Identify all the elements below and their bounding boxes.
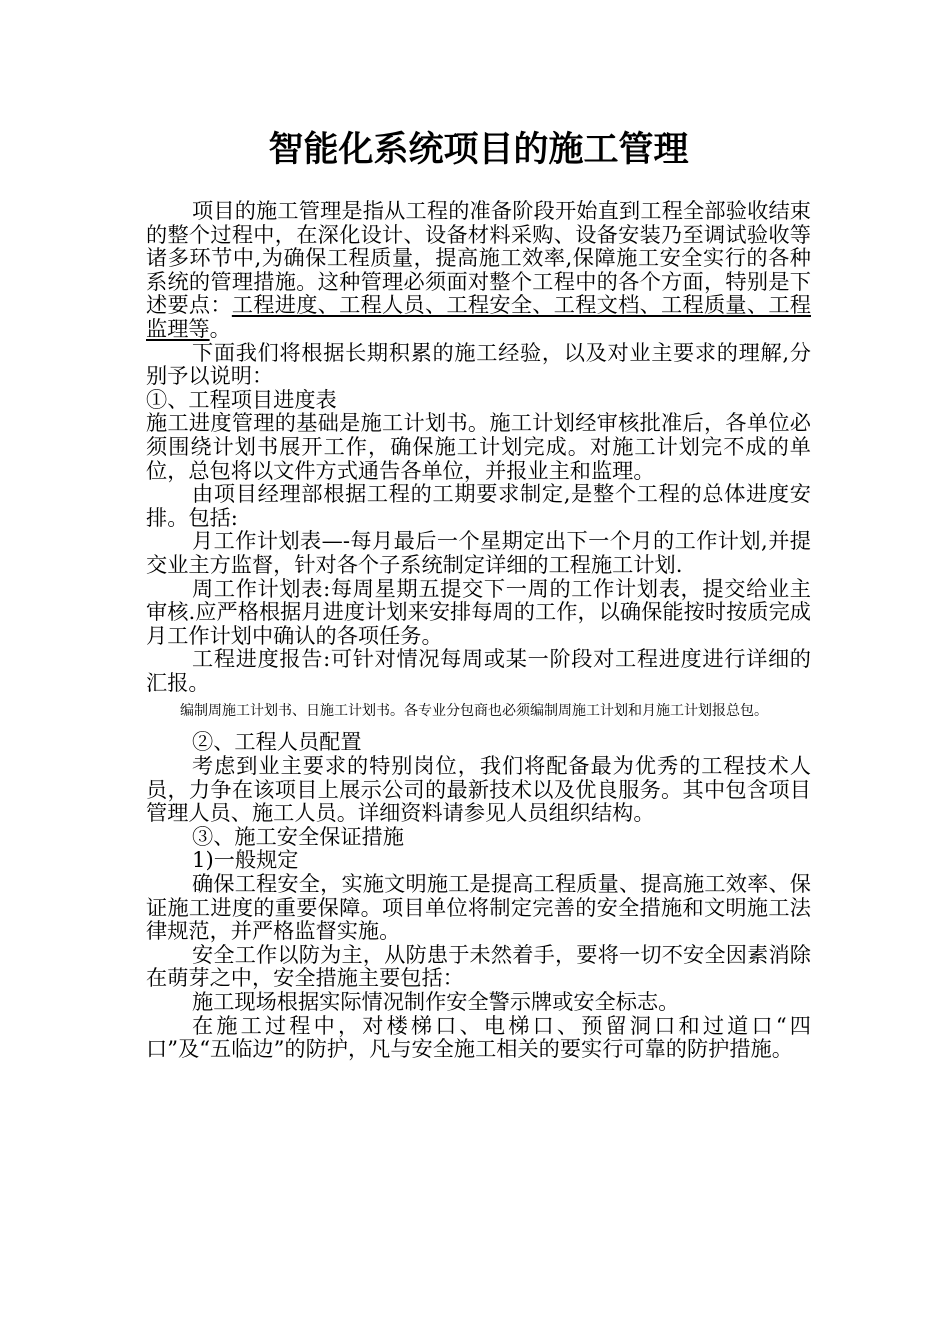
section-3-heading: ③、施工安全保证措施 xyxy=(192,823,404,849)
section-2-heading: ②、工程人员配置 xyxy=(192,729,362,755)
section-1-paragraph-5: 工程进度报告:可针对情况每周或某一阶段对工程进度进行详细的汇报。 xyxy=(146,646,811,695)
section-2-paragraph-1: 考虑到业主要求的特别岗位，我们将配备最为优秀的工程技术人员，力争在该项目上展示公司的最新技术以及优良服务。其中包含项目管理人员、施工人员。详细资料请参见人员组织结构。 xyxy=(146,753,811,826)
section-1-paragraph-2: 由项目经理部根据工程的工期要求制定,是整个工程的总体进度安排。包括: xyxy=(146,481,811,530)
section-3-paragraph-2: 安全工作以防为主，从防患于未然着手，要将一切不安全因素消除在萌芽之中，安全措施主要包括： xyxy=(146,941,811,991)
section-1-heading: ①、工程项目进度表 xyxy=(146,386,337,412)
intro-paragraph xyxy=(146,199,811,341)
section-1-paragraph-4: 周工作计划表:每周星期五提交下一周的工作计划表，提交给业主审核.应严格根据月进度计划来安排每周的工作，以确保能按时按质完成月工作计划中确认的各项任务。 xyxy=(146,575,811,648)
intro-text: 项目的施工管理是指从工程的准备阶段开始直到工程全部验收结束的整个过程中，在深化设计、设备材料采购、设备安装乃至调试验收等诸多环节中,为确保工程质量，提高施工效率,保障施工安全实行的各种系统的管理措施。这种管理必须面对整个工程中的各个方面，特别是下述要点： xyxy=(146,198,811,318)
section-3-paragraph-4: 在施工过程中，对楼梯口、电梯口、预留洞口和过道口“四口”及“五临边”的防护，凡与安全施工相关的要实行可靠的防护措施。 xyxy=(146,1012,811,1062)
explain-paragraph: 下面我们将根据长期积累的施工经验，以及对业主要求的理解,分别予以说明： xyxy=(146,339,811,389)
intro-key-points: 工程进度、工程人员、工程安全、工程文档、工程质量、工程监理等 xyxy=(146,292,811,341)
section-1-small-note: 编制周施工计划书、日施工计划书。各专业分包商也必须编制周施工计划和月施工计划报总包。 xyxy=(180,703,768,720)
section-1-paragraph-3: 月工作计划表—-每月最后一个星期定出下一个月的工作计划,并提交业主方监督，针对各个子系统制定详细的工程施工计划. xyxy=(146,528,811,577)
section-3-subheading: 1)一般规定 xyxy=(192,847,299,873)
section-3-paragraph-1: 确保工程安全，实施文明施工是提高工程质量、提高施工效率、保证施工进度的重要保障。项目单位将制定完善的安全措施和文明施工法律规范，并严格监督实施。 xyxy=(146,871,811,944)
section-1-paragraph-1: 施工进度管理的基础是施工计划书。施工计划经审核批准后，各单位必须围绕计划书展开工作，确保施工计划完成。对施工计划完不成的单位，总包将以文件方式通告各单位，并报业主和监理。 xyxy=(146,410,811,483)
document-title: 智能化系统项目的施工管理 xyxy=(268,129,689,170)
document-body xyxy=(146,199,811,1061)
section-3-paragraph-3: 施工现场根据实际情况制作安全警示牌或安全标志。 xyxy=(192,989,680,1014)
intro-end: 。 xyxy=(209,315,231,341)
